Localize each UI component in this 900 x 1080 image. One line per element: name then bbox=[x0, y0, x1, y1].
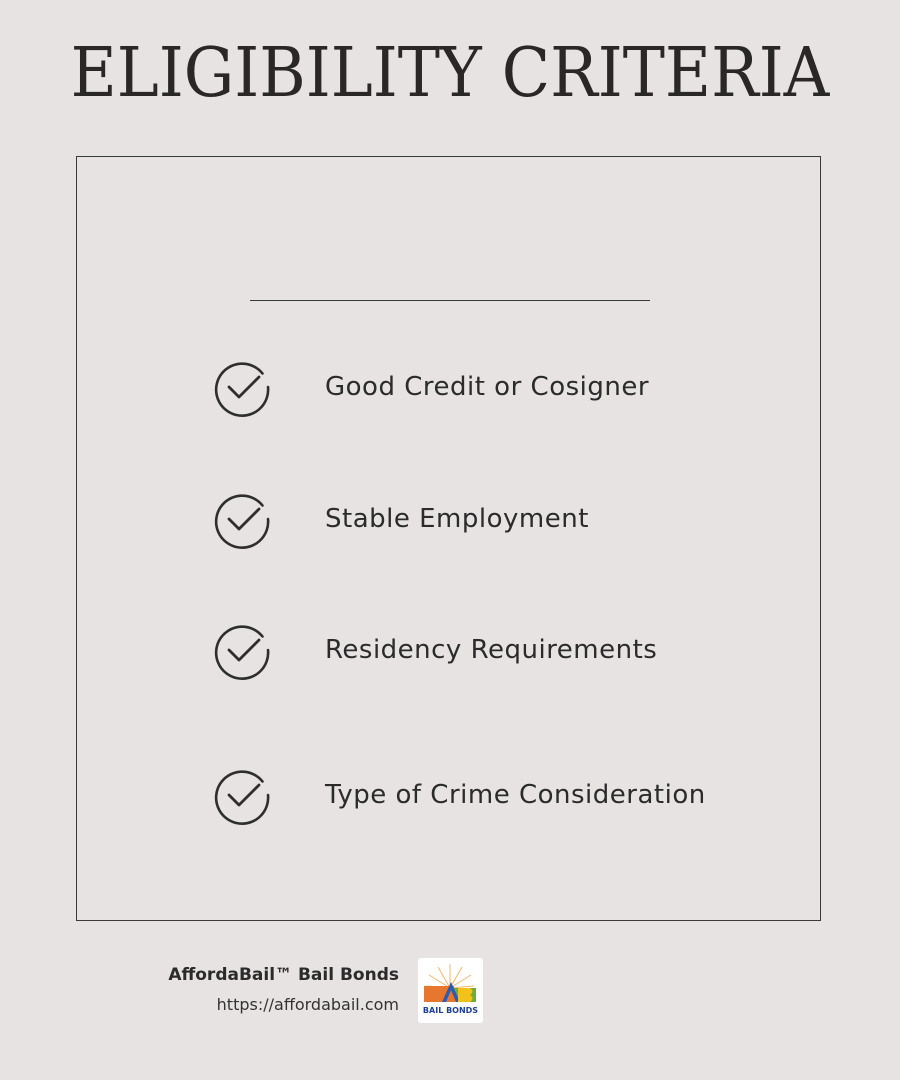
company-logo bbox=[418, 958, 483, 1023]
check-circle-icon bbox=[213, 357, 273, 417]
criteria-item-crime-type bbox=[213, 765, 706, 825]
logo-text: BAIL BONDS bbox=[422, 1006, 479, 1015]
criteria-label: Type of Crime Consideration bbox=[325, 780, 706, 810]
check-circle-icon bbox=[213, 620, 273, 680]
criteria-label: Residency Requirements bbox=[325, 635, 658, 665]
company-url[interactable]: https://affordabail.com bbox=[216, 995, 399, 1014]
criteria-item-residency bbox=[213, 620, 657, 680]
criteria-item-employment bbox=[213, 489, 589, 549]
divider bbox=[250, 300, 650, 301]
page-title: ELIGIBILITY CRITERIA bbox=[70, 34, 830, 113]
company-name: AffordaBail™ Bail Bonds bbox=[168, 965, 399, 985]
criteria-item-credit bbox=[213, 357, 649, 417]
check-circle-icon bbox=[213, 489, 273, 549]
criteria-label: Stable Employment bbox=[325, 504, 589, 534]
check-circle-icon bbox=[213, 765, 273, 825]
criteria-label: Good Credit or Cosigner bbox=[325, 372, 650, 402]
